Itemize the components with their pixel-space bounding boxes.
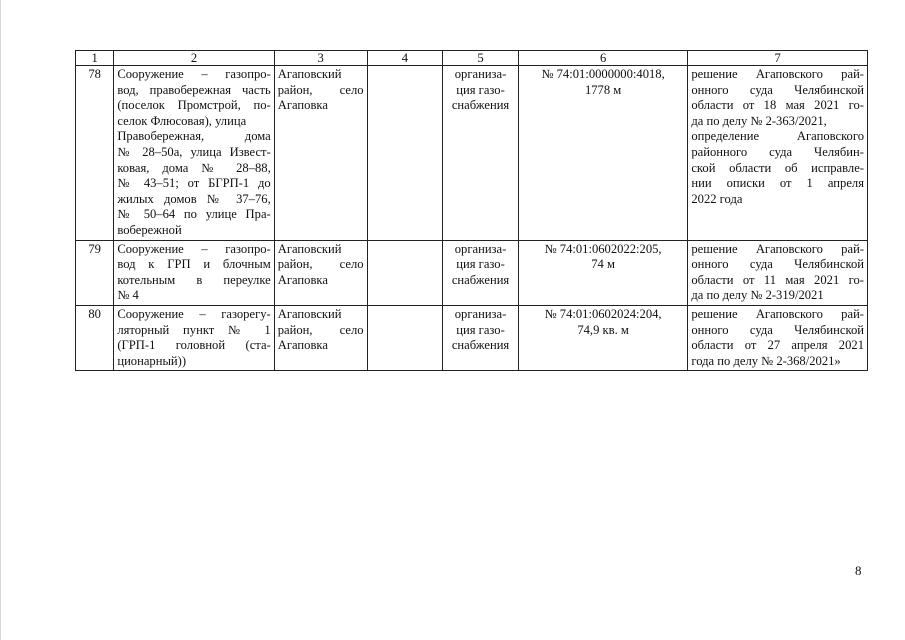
row-number-cell: 80 [76,305,114,370]
owner-cell [443,66,519,241]
object-name-line: № 43–51; от БГРП-1 до [117,176,271,191]
owner-line: ция газо- [456,322,505,337]
row-number-cell: 78 [76,66,114,241]
cadastral-number-cell [518,66,687,241]
object-name-cell [114,240,274,305]
location-cell [274,66,367,241]
table-row [76,66,868,241]
object-name-cell [114,305,274,370]
column-4-cell [367,240,443,305]
column-header-2: 2 [114,51,274,66]
table-body [76,66,868,371]
location-line: район, село [277,322,364,337]
location-line: Агаповка [277,338,328,353]
object-name-line: ковая, дома № 28–88, [117,160,271,175]
registry-table [75,50,868,371]
location-cell [274,240,367,305]
legal-basis-line: решение Агаповского рай- [691,67,864,81]
object-name-line: котельным в переулке [117,272,271,287]
owner-line: снабжения [451,272,510,287]
legal-basis-line: районного суда Челябин- [691,144,864,159]
column-header-4: 4 [367,51,443,66]
owner-line: ция газо- [456,82,505,97]
location-cell [274,305,367,370]
owner-cell [443,305,519,370]
location-line: район, село [277,82,364,97]
cadastral-number-cell [518,240,687,305]
object-name-line: ляторный пункт № 1 [117,322,271,337]
table-row [76,240,868,305]
legal-basis-cell [688,66,868,241]
object-name-cell [114,66,274,241]
object-name-line: № 50–64 по улице Пра- [117,207,271,222]
legal-basis-line: области от 27 апреля 2021 [691,338,864,353]
legal-basis-line: области от 11 мая 2021 го- [691,272,864,287]
cadastral-line: 74 м [591,257,615,272]
object-name-line: вод, правобережная часть [117,82,271,97]
object-name-line: Сооружение – газорегу- [117,306,271,321]
legal-basis-line: года по делу № 2-368/2021» [691,353,841,368]
owner-line: организа- [454,67,507,81]
column-header-6: 6 [518,51,687,66]
object-name-line: Сооружение – газопро- [117,67,271,81]
owner-line: снабжения [451,338,510,353]
row-number-cell: 79 [76,240,114,305]
location-line: Агаповский [277,241,342,256]
object-name-line: (ГРП-1 головной (ста- [117,338,271,353]
legal-basis-line: решение Агаповского рай- [691,306,864,321]
owner-cell [443,240,519,305]
legal-basis-line: онного суда Челябинской [691,82,864,97]
object-name-line: № 28–50а, улица Извест- [117,144,271,159]
owner-line: ция газо- [456,257,505,272]
location-line: Агаповский [277,306,342,321]
legal-basis-line: решение Агаповского рай- [691,241,864,256]
legal-basis-line: ской области об исправле- [691,160,864,175]
cadastral-line: № 74:01:0000000:4018, [541,67,665,81]
legal-basis-line: онного суда Челябинской [691,322,864,337]
column-header-7: 7 [688,51,868,66]
column-4-cell [367,305,443,370]
legal-basis-line: да по делу № 2-363/2021, [691,113,827,128]
column-4-cell [367,66,443,241]
object-name-line: вод к ГРП и блочным [117,257,271,272]
object-name-line: Сооружение – газопро- [117,241,271,256]
legal-basis-line: нии описки от 1 апреля [691,176,864,191]
legal-basis-line: 2022 года [691,191,743,206]
cadastral-line: № 74:01:0602024:204, [544,306,662,321]
object-name-line: ционарный)) [117,353,187,368]
page-number: 8 [855,563,862,578]
cadastral-number-cell [518,305,687,370]
column-header-5: 5 [443,51,519,66]
cadastral-line: 1778 м [584,82,622,97]
legal-basis-cell [688,305,868,370]
owner-line: организа- [454,306,507,321]
legal-basis-cell [688,240,868,305]
owner-line: снабжения [451,98,510,113]
owner-line: организа- [454,241,507,256]
location-line: Агаповка [277,272,328,287]
legal-basis-line: онного суда Челябинской [691,257,864,272]
table-row [76,305,868,370]
location-line: район, село [277,257,364,272]
object-name-line: (поселок Промстрой, по- [117,98,271,113]
object-name-line: селок Флюсовая), улица [117,113,247,128]
table-header-row [76,51,868,66]
cadastral-line: 74,9 кв. м [577,322,629,337]
object-name-line: вобережной [117,222,182,237]
object-name-line: № 4 [117,288,139,303]
legal-basis-line: определение Агаповского [691,129,864,144]
cadastral-line: № 74:01:0602022:205, [544,241,662,256]
legal-basis-line: да по делу № 2-319/2021 [691,288,824,303]
object-name-line: жилых домов № 37–76, [117,191,271,206]
page-edge [0,0,1,640]
location-line: Агаповский [277,67,342,81]
location-line: Агаповка [277,98,328,113]
column-header-1: 1 [76,51,114,66]
column-header-3: 3 [274,51,367,66]
object-name-line: Правобережная, дома [117,129,271,144]
legal-basis-line: области от 18 мая 2021 го- [691,98,864,113]
